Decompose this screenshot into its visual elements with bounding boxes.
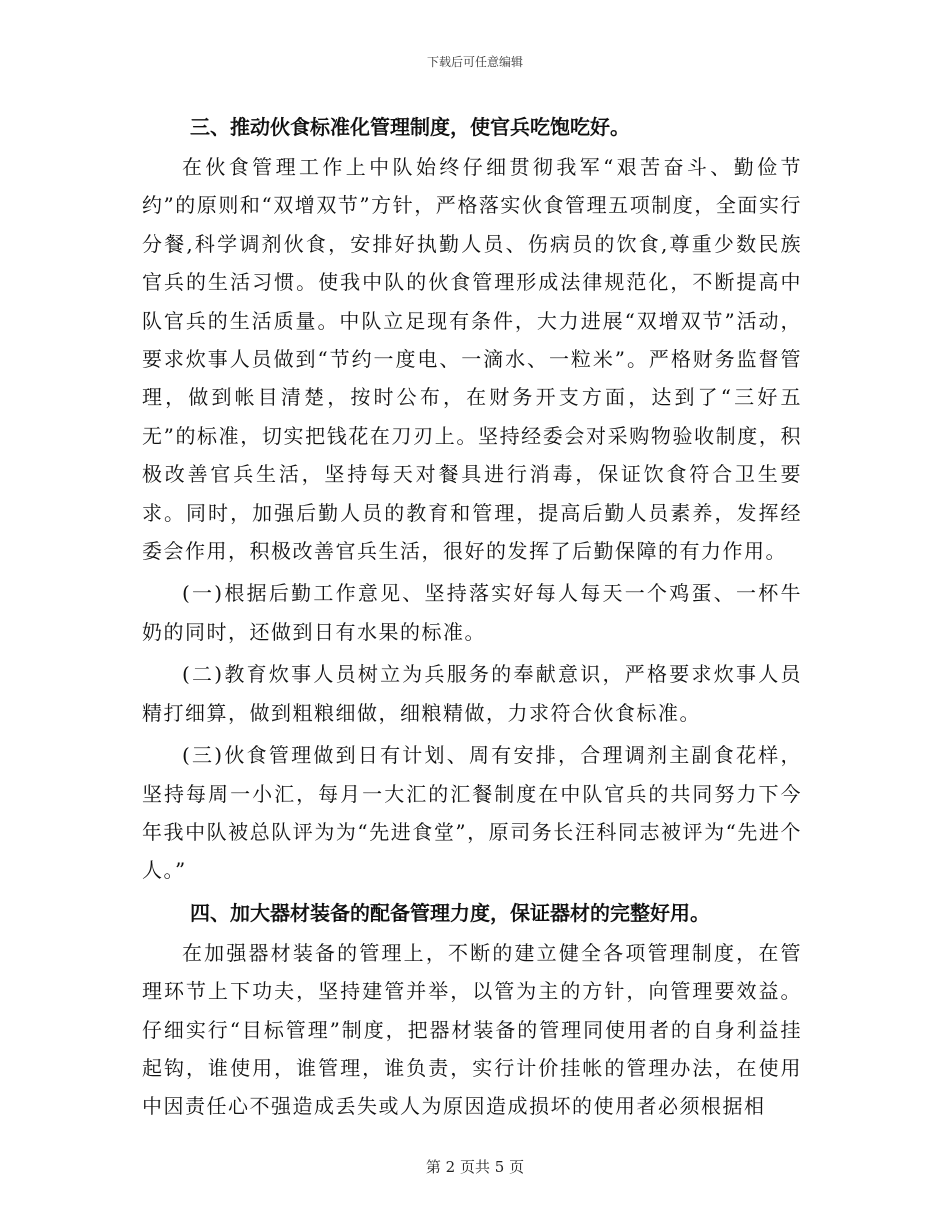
page-number: 第 2 页共 5 页 [425, 1158, 525, 1176]
section-food-management [142, 108, 802, 890]
page-header: 下载后可任意编辑 [426, 55, 523, 69]
paragraph: (一)根据后勤工作意见、坚持落实好每人每天一个鸡蛋、一杯牛奶的同时，还做到日有水果的标准。 [142, 581, 802, 644]
paragraph: (二)教育炊事人员树立为兵服务的奉献意识，严格要求炊事人员精打细算，做到粗粮细做，细粮精做，力求符合伙食标准。 [142, 662, 802, 725]
paragraph: 在伙食管理工作上中队始终仔细贯彻我军“艰苦奋斗、勤俭节约”的原则和“双增双节”方针，严格落实伙食管理五项制度，全面实行分餐,科学调剂伙食，安排好执勤人员、伤病员的饮食,尊重少数民族官兵的生活习惯。使我中队的伙食管理形成法律规范化，不断提高中队官兵的生活质量。中队立足现有条件，大力进展“双增双节”活动，要求炊事人员做到“节约一度电、一滴水、一粒米”。严格财务监督管理，做到帐目清楚，按时公布，在财务开支方面，达到了“三好五无”的标准，切实把钱花在刀刃上。坚持经委会对采购物验收制度，积极改善官兵生活，坚持每天对餐具进行消毒，保证饮食符合卫生要求。同时，加强后勤人员的教育和管理，提高后勤人员素养，发挥经委会作用，积极改善官兵生活，很好的发挥了后勤保障的有力作用。 [142, 155, 802, 564]
section-equipment-management [142, 894, 802, 1126]
paragraph: 在加强器材装备的管理上，不断的建立健全各项管理制度，在管理环节上下功夫，坚持建管并举，以管为主的方针，向管理要效益。仔细实行“目标管理”制度，把器材装备的管理同使用者的自身利益挂起钩，谁使用，谁管理，谁负责，实行计价挂帐的管理办法，在使用中因责任心不强造成丢失或人为原因造成损坏的使用者必须根据相 [142, 940, 802, 1119]
section-heading: 四、加大器材装备的配备管理力度，保证器材的完整好用。 [190, 900, 710, 925]
document-body [142, 108, 802, 1130]
paragraph: (三)伙食管理做到日有计划、周有安排，合理调剂主副食花样，坚持每周一小汇，每月一大汇的汇餐制度在中队官兵的共同努力下今年我中队被总队评为为“先进食堂”，原司务长汪科同志被评为“先进个人。” [142, 743, 802, 883]
section-heading: 三、推动伙食标准化管理制度，使官兵吃饱吃好。 [190, 115, 630, 139]
